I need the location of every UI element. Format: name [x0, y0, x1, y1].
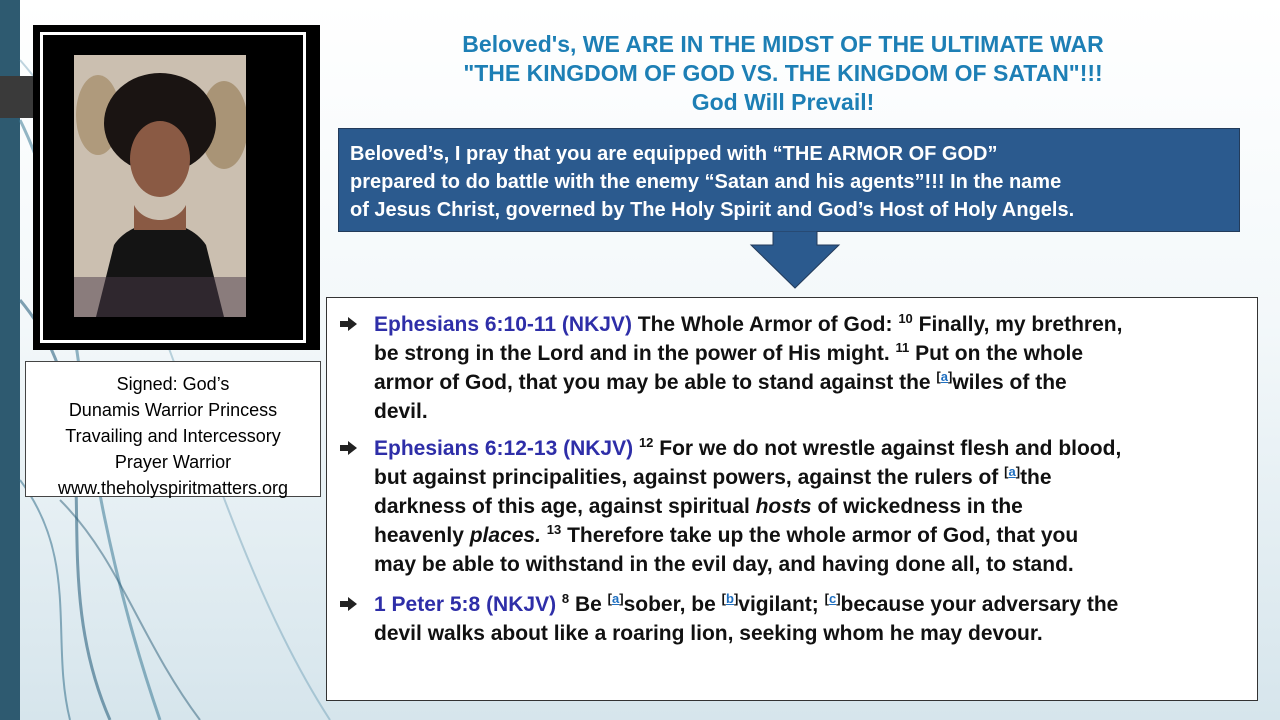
scripture-box: [326, 297, 1258, 701]
verse-text: For we do not wrestle against flesh and blood,: [653, 437, 1122, 460]
signature-line: Travailing and Intercessory: [65, 426, 281, 446]
verse-number: 11: [895, 340, 910, 355]
prayer-line: of Jesus Christ, governed by The Holy Spirit and God’s Host of Holy Angels.: [350, 199, 1075, 221]
verse-reference: Ephesians 6:10-11 (NKJV): [374, 313, 632, 336]
signature-box: [25, 361, 321, 497]
verse-text: Finally, my brethren,: [912, 313, 1123, 336]
portrait-illustration: [74, 55, 246, 317]
verse-text: be strong in the Lord and in the power of His might.: [374, 342, 896, 365]
verse-text: but against principalities, against powers, against the rulers of: [374, 466, 1005, 489]
verse-text: devil walks about like a roaring lion, seeking whom he may devour.: [374, 622, 1043, 645]
portrait-photo: [74, 55, 246, 317]
verse-text: armor of God, that you may be able to stand against the: [374, 371, 937, 394]
verse-text: darkness of this age, against spiritual: [374, 495, 756, 518]
verse-text: devil.: [374, 400, 428, 423]
verse-text: Therefore take up the whole armor of God, that you: [561, 524, 1079, 547]
verse-text: wiles of the: [952, 371, 1067, 394]
verse-number: 8: [561, 591, 570, 606]
footnote-link[interactable]: a: [940, 369, 948, 384]
portrait-frame: [33, 25, 320, 350]
signature-website: www.theholyspiritmatters.org: [57, 478, 289, 498]
prayer-line: prepared to do battle with the enemy “Satan and his agents”!!! In the name: [350, 171, 1062, 193]
signature-line: Prayer Warrior: [114, 452, 232, 472]
verse-number: 10: [898, 311, 913, 326]
verse-item: Ephesians 6:12-13 (NKJV) $^{12}$ For we do not wrestle against flesh and blood, but against principalities, against powers, against the rulers of [a]the darkness of this age, against spiritual hosts of wickedness in the heavenly places. $^{13}$ Therefore take up the whole armor of God, that you may be able to withstand in the evil day, and having done all, to stand.: [340, 434, 1240, 579]
verse-text: Be: [569, 593, 608, 616]
verse-text: Put on the whole: [909, 342, 1084, 365]
prayer-line: Beloved’s, I pray that you are equipped with “THE ARMOR OF GOD”: [350, 143, 998, 165]
arrow-bullet-icon: [340, 441, 357, 455]
footnote-link[interactable]: a: [612, 591, 620, 606]
prayer-callout: [338, 128, 1240, 232]
verse-text: hosts: [755, 495, 812, 518]
verse-reference: Ephesians 6:12-13 (NKJV): [374, 437, 634, 460]
verse-text: may be able to withstand in the evil day, and having done all, to stand.: [374, 553, 1074, 576]
title-line: "THE KINGDOM OF GOD VS. THE KINGDOM OF SATAN"!!!: [463, 60, 1103, 86]
verse-text: vigilant;: [738, 593, 825, 616]
footnote-link[interactable]: c: [828, 591, 837, 606]
verse-text: the: [1020, 466, 1052, 489]
verse-text: of wickedness in the: [811, 495, 1023, 518]
arrow-bullet-icon: [340, 597, 357, 611]
slide-title: [380, 30, 1186, 117]
verse-text: The Whole Armor of God:: [631, 313, 899, 336]
verse-number: 12: [638, 435, 654, 450]
footnote-link[interactable]: b: [725, 591, 734, 606]
title-line: Beloved's, WE ARE IN THE MIDST OF THE ULTIMATE WAR: [462, 31, 1104, 57]
signature-line: Dunamis Warrior Princess: [68, 400, 278, 420]
verse-reference: 1 Peter 5:8 (NKJV): [374, 593, 557, 616]
verse-item: Ephesians 6:10-11 (NKJV) The Whole Armor of God: $^{10}$ Finally, my brethren, be strong in the Lord and in the power of His might. $^{11}$ Put on the whole armor of God, that you may be able to stand against the [a]wiles of the devil.: [340, 310, 1240, 426]
verse-item: 1 Peter 5:8 (NKJV) $^8$ Be [a]sober, be [b]vigilant; [c]because your adversary the devil walks about like a roaring lion, seeking whom he may devour.: [340, 590, 1240, 648]
verse-text: because your adversary the: [840, 593, 1119, 616]
verse-number: 13: [546, 522, 562, 537]
verse-text: heavenly: [374, 524, 470, 547]
title-line: God Will Prevail!: [691, 89, 875, 115]
verse-text: places.: [469, 524, 541, 547]
footnote-link[interactable]: a: [1008, 464, 1016, 479]
arrow-bullet-icon: [340, 317, 357, 331]
down-arrow-icon: [749, 231, 841, 289]
signature-line: Signed: God’s: [116, 374, 230, 394]
verse-text: sober, be: [623, 593, 722, 616]
